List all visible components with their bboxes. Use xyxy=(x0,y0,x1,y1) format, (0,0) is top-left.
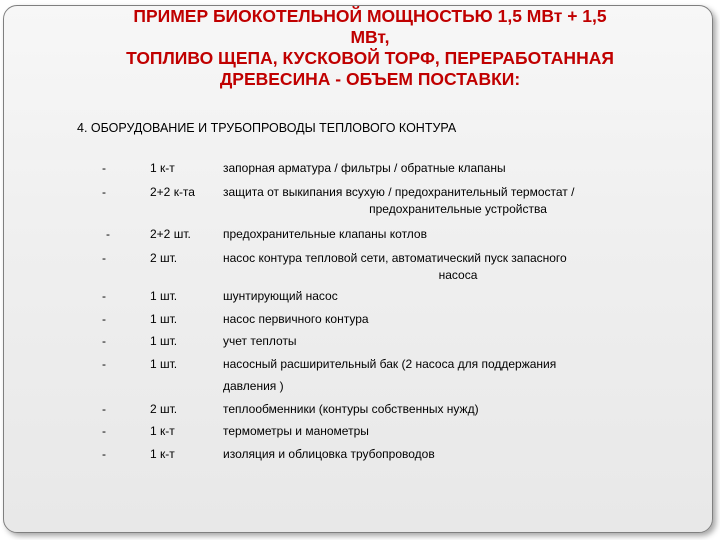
title-line-4: ДРЕВЕСИНА - ОБЪЕМ ПОСТАВКИ: xyxy=(219,69,521,89)
item-dash: - xyxy=(102,251,106,265)
item-description: давления ) xyxy=(223,379,284,393)
item-quantity: 1 к-т xyxy=(150,447,175,461)
item-quantity: 1 к-т xyxy=(150,161,175,175)
item-description: изоляция и облицовка трубопроводов xyxy=(223,447,435,461)
title-line-3: ТОПЛИВО ЩЕПА, КУСКОВОЙ ТОРФ, ПЕРЕРАБОТАННАЯ xyxy=(126,48,614,68)
item-description: насосный расширительный бак (2 насоса для поддержания xyxy=(223,357,557,371)
item-quantity: 1 шт. xyxy=(150,312,178,326)
item-description: учет теплоты xyxy=(223,334,297,348)
item-description xyxy=(223,184,693,218)
item-description-line-2: предохранительные устройства xyxy=(369,202,547,216)
item-quantity: 2 шт. xyxy=(150,402,178,416)
item-description: шунтирующий насос xyxy=(223,289,338,303)
title-line-2: МВт, xyxy=(350,27,390,47)
item-quantity: 1 шт. xyxy=(150,289,178,303)
item-quantity: 2+2 шт. xyxy=(150,227,191,241)
item-quantity: 1 шт. xyxy=(150,334,178,348)
item-quantity: 1 шт. xyxy=(150,357,178,371)
item-description: предохранительные клапаны котлов xyxy=(223,227,427,241)
item-description: теплообменники (контуры собственных нужд) xyxy=(223,402,479,416)
item-dash: - xyxy=(102,424,106,438)
item-dash: - xyxy=(102,447,106,461)
item-dash: - xyxy=(106,227,110,241)
title-line-1: ПРИМЕР БИОКОТЕЛЬНОЙ МОЩНОСТЬЮ 1,5 МВт + 1,5 xyxy=(133,6,607,26)
item-quantity: 2+2 к-та xyxy=(150,185,195,199)
item-description-line-1: защита от выкипания всухую / предохранительный термостат / xyxy=(223,185,575,199)
item-description-line-1: насос контура тепловой сети, автоматический пуск запасного xyxy=(223,251,567,265)
item-description xyxy=(223,250,693,284)
item-description: насос первичного контура xyxy=(223,312,369,326)
item-dash: - xyxy=(102,402,106,416)
item-description: запорная арматура / фильтры / обратные клапаны xyxy=(223,161,506,175)
item-dash: - xyxy=(102,161,106,175)
item-dash: - xyxy=(102,312,106,326)
item-quantity: 1 к-т xyxy=(150,424,175,438)
section-heading: 4. ОБОРУДОВАНИЕ И ТРУБОПРОВОДЫ ТЕПЛОВОГО КОНТУРА xyxy=(77,121,457,135)
item-dash: - xyxy=(102,334,106,348)
item-description-line-2: насоса xyxy=(438,268,478,282)
item-dash: - xyxy=(102,289,106,303)
slide-title xyxy=(70,6,670,90)
item-quantity: 2 шт. xyxy=(150,251,178,265)
item-dash: - xyxy=(102,357,106,371)
item-description: термометры и манометры xyxy=(223,424,369,438)
item-dash: - xyxy=(102,185,106,199)
